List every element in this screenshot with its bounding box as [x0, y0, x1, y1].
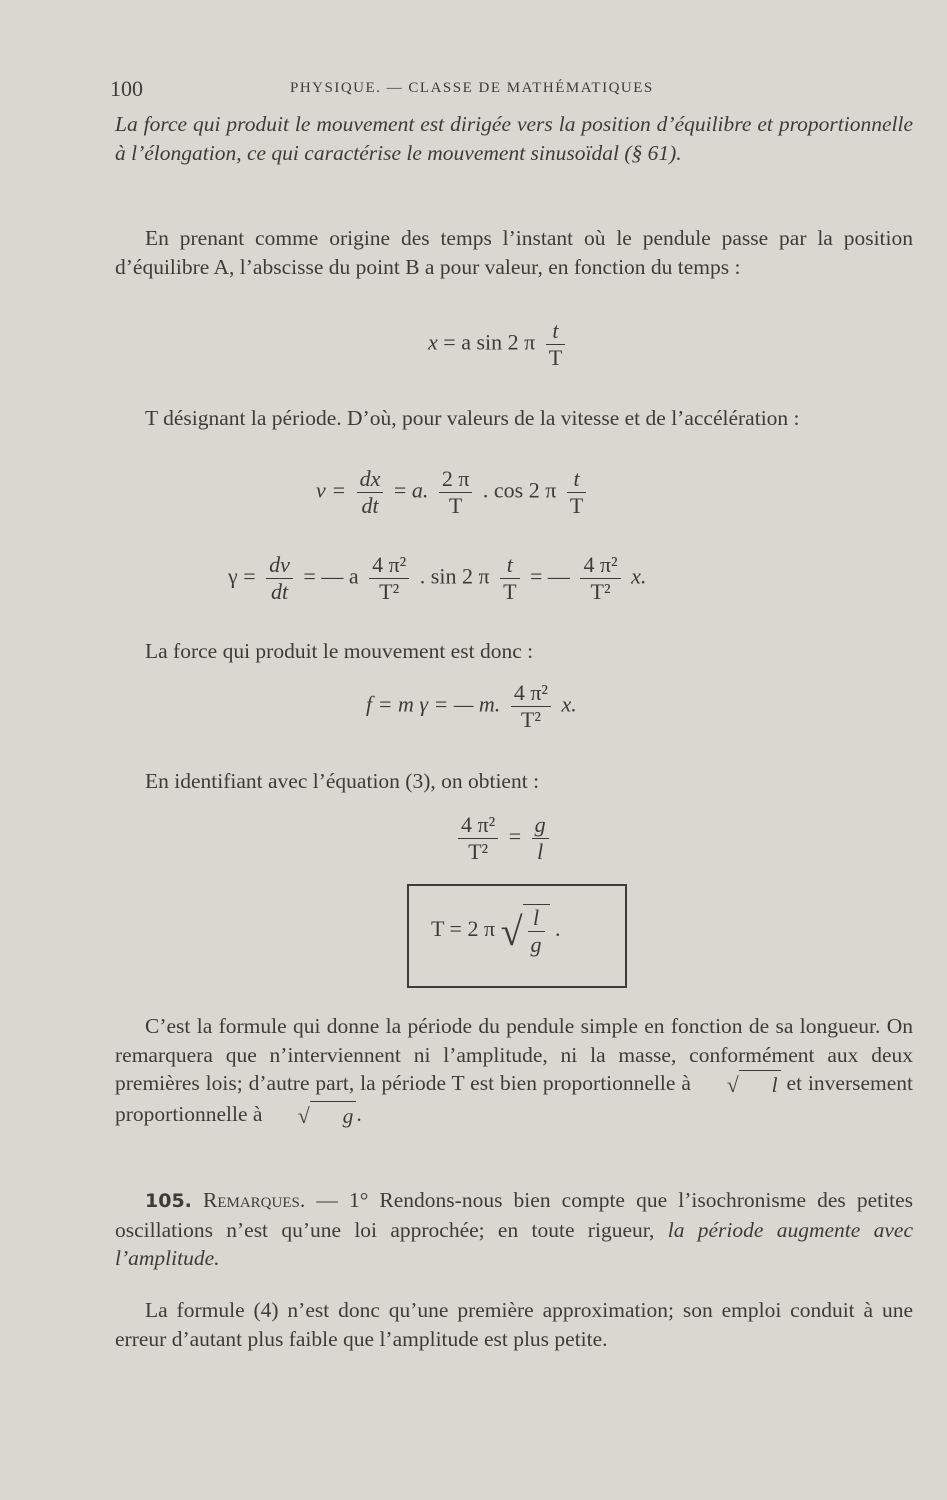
fraction-2pi-over-T: $\frac{2 \pi}{T}$ — [439, 466, 473, 519]
square-root: √ $\frac{l}{g}$ — [501, 904, 550, 958]
fraction-4pi2-over-T2: $\frac{\text{4 π²}}{\text{T²}}$ — [511, 680, 551, 733]
section-title: Remarques. — [203, 1188, 306, 1212]
equation-period: T = 2 π √ $\frac{l}{g}$ . — [431, 905, 561, 957]
equation-identity: $\frac{\text{4 π²}}{\text{T²}}$ = $\frac{g}{l}$ — [453, 812, 554, 865]
paragraph-force-result: La force qui produit le mouvement est donc : — [145, 639, 534, 663]
equation-force: f = m γ = — m. $\frac{\text{4 π²}}{\text{T²}}$ x. — [366, 680, 577, 732]
fraction-dv-dt: $\frac{dv}{dt}$ — [266, 552, 293, 605]
paragraph-identification: En identifiant avec l’équation (3), on obtient : — [145, 769, 540, 793]
paragraph-time-origin: En prenant comme origine des temps l’instant où le pendule passe par la position d’équilibre A, l’abscisse du point B a pour valeur, en fonction du temps : — [115, 226, 913, 279]
page-number: 100 — [110, 76, 143, 101]
fraction-4pi2-over-T2: $\frac{\text{4 π²}}{\text{T²}}$ — [369, 552, 409, 605]
fraction-t-over-T: $\frac{t}{T}$ — [567, 466, 586, 519]
fraction-g-over-l: $\frac{g}{l}$ — [532, 812, 549, 865]
paragraph-velocity-acceleration: T désignant la période. D’où, pour valeurs de la vitesse et de l’accélération : — [145, 406, 800, 430]
fraction-t-over-T: $\frac{t}{T}$ — [500, 552, 519, 605]
paragraph-formula-discussion: C’est la formule qui donne la période du pendule simple en fonction de sa longueur. On remarquera que n’interviennent ni l’amplitude, ni la masse, conformément aux deux premières lois; d’autre part, la période T est bien proportionnelle à √ l et inversement proportionnelle à √ g . — [115, 1012, 913, 1131]
page-header — [110, 76, 910, 102]
sqrt-l: √ l — [697, 1070, 781, 1100]
paragraph-approximation: La formule (4) n’est donc qu’une première approximation; son emploi conduit à une erreur d’autant plus faible que l’amplitude est plus petite. — [115, 1298, 913, 1351]
boxed-period-formula — [407, 884, 627, 988]
fraction-4pi2-over-T2: $\frac{\text{4 π²}}{\text{T²}}$ — [458, 812, 498, 865]
equation-velocity: v = $\frac{dx}{dt}$ = a. $\frac{2 \pi}{T}$ . cos 2 π $\frac{t}{T}$ — [316, 466, 591, 519]
section-105-remarks: 105. Remarques. — 1° Rendons-nous bien compte que l’isochronisme des petites oscillations n’est qu’une loi approchée; en toute rigueur, la période augmente avec l’amplitude. — [115, 1188, 913, 1270]
section-number: 105. — [145, 1190, 192, 1212]
fraction-4pi2-over-T2: $\frac{\text{4 π²}}{\text{T²}}$ — [580, 552, 620, 605]
equation-acceleration: γ = $\frac{dv}{dt}$ = — a $\frac{\text{4 π²}}{\text{T²}}$ . sin 2 π $\frac{t}{T}$ = — $\frac{\text{4 π²}}{\text{T²}}$ x. — [228, 552, 647, 604]
fraction-dx-dt: $\frac{dx}{dt}$ — [357, 466, 384, 519]
paragraph-force-direction: La force qui produit le mouvement est dirigée vers la position d’équilibre et proportionnelle à l’élongation, ce qui caractérise le mouvement sinusoïdal (§ 61). — [115, 112, 913, 165]
running-title: PHYSIQUE. — CLASSE DE MATHÉMATIQUES — [290, 80, 654, 96]
equation-position: x = a sin 2 π $\frac{t}{T}$ — [428, 318, 570, 371]
fraction-t-over-T: $\frac{t}{T}$ — [546, 318, 565, 371]
sqrt-g: √ g — [268, 1101, 357, 1131]
